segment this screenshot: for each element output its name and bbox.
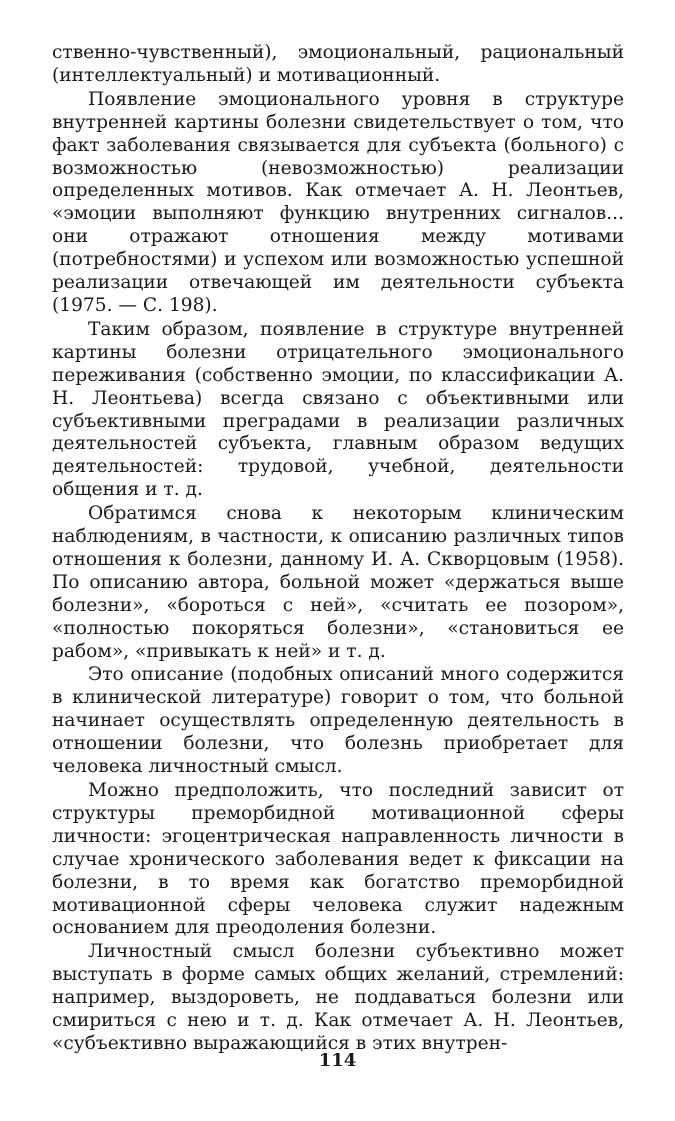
body-text bbox=[52, 42, 624, 1056]
paragraph: Появление эмоционального уровня в структуре внутренней картины болезни свидетельствует о том, что факт заболевания связывается для субъекта (больного) с возможностью (невозможностью) реализации определенных мотивов. Как отмечает А. Н. Леонтьев, «эмоции выполняют функцию внутренних сигналов... они отражают отношения между мотивами (потребностями) и успехом или возможностью успешной реализации отвечающей им деятельности субъекта (1975. — С. 198). bbox=[52, 88, 624, 316]
paragraph: Это описание (подобных описаний много содержится в клинической литературе) говорит о том, что больной начинает осуществлять определенную деятельность в отношении болезни, что болезнь приобретает для человека личностный смысл. bbox=[52, 664, 624, 778]
page-number: 114 bbox=[318, 1050, 357, 1071]
paragraph: Обратимся снова к некоторым клиническим наблюдениям, в частности, к описанию различных типов отношения к болезни, данному И. А. Скворцовым (1958). По описанию автора, больной может «держаться выше болезни», «бороться с ней», «считать ее позором», «полностью покоряться болезни», «становиться ее рабом», «привыкать к ней» и т. д. bbox=[52, 503, 624, 662]
paragraph: Личностный смысл болезни субъективно может выступать в форме самых общих желаний, стремлений: например, выздороветь, не поддаваться болезни или смириться с нею и т. д. Как отмечает А. Н. Леонтьев, «субъективно выражающийся в этих внутрен- bbox=[52, 941, 624, 1054]
paragraph-continuation: ственно-чувственный), эмоциональный, рациональный (интеллектуальный) и мотивационный. bbox=[52, 42, 624, 86]
paragraph: Таким образом, появление в структуре внутренней картины болезни отрицательного эмоционального переживания (собственно эмоции, по классификации А. Н. Леонтьева) всегда связано с объективными или субъективными преградами в реализации различных деятельностей субъекта, главным образом ведущих деятельностей: трудовой, учебной, деятельности общения и т. д. bbox=[52, 318, 624, 501]
paragraph: Можно предположить, что последний зависит от структуры преморбидной мотивационной сферы личности: эгоцентрическая направленность личности в случае хронического заболевания ведет к фиксации на болезни, в то время как богатство преморбидной мотивационной сферы человека служит надежным основанием для преодоления болезни. bbox=[52, 780, 624, 939]
